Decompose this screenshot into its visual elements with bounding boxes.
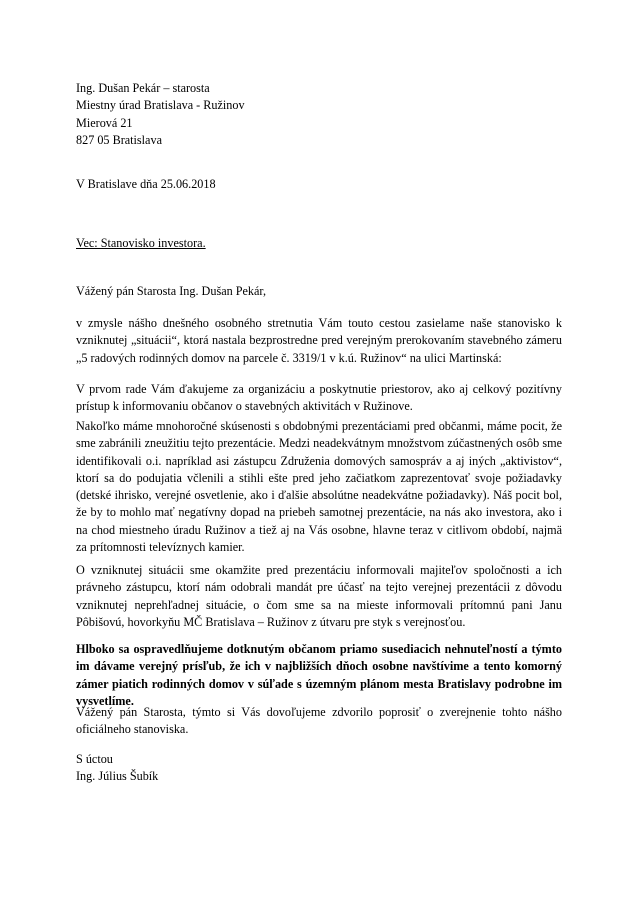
paragraph-6: Vážený pán Starosta, týmto si Vás dovoľujeme zdvorilo poprosiť o zverejnenie tohto nášho oficiálneho stanoviska. xyxy=(76,705,562,737)
paragraph-4: O vzniknutej situácii sme okamžite pred prezentáciu informovali majiteľov spoločnosti a ich právneho zástupcu, ktorí nám odobrali mandát pre účasť na tejto verejnej prezentácii z dôvodu vzniknutej neprehľadnej situácie, o čom sme sa na mieste informovali prítomnú pani Janu Pôbišovú, hovorkyňu MČ Bratislava – Ružinov z útvaru pre styk s verejnosťou. xyxy=(76,563,562,629)
paragraph-1: v zmysle nášho dnešného osobného stretnutia Vám touto cestou zasielame naše stanovisko k vzniknutej „situácii“, ktorá nastala bezprostredne pred verejným prerokovaním stavebného zámeru „5 radových rodinných domov na parcele č. 3319/1 v k.ú. Ružinov“ na ulici Martinská: xyxy=(76,316,562,365)
subject-text: Vec: Stanovisko investora. xyxy=(76,236,206,250)
address-line-name: Ing. Dušan Pekár – starosta xyxy=(76,81,210,95)
letter-date: V Bratislave dňa 25.06.2018 xyxy=(76,177,216,191)
paragraph-3: Nakoľko máme mnohoročné skúsenosti s obdobnými prezentáciami pred občanmi, máme pocit, že sme zabránili zneužitiu tejto prezentácie. Medzi neadekvátnym množstvom zúčastnených osôb sme identifikovali o.i. napríklad asi zástupcu Združenia domových samospráv a aj iných „aktivistov“, ktorí sa do podujatia včlenili a stihli ešte pred jeho začiatkom zaprezentovať svoje požiadavky (detské ihrisko, verejné osvetlenie, ako i ďalšie absolútne neadekvátne požiadavky). Náš pocit bol, že by to mohlo mať negatívny dopad na priebeh samotnej prezentácie, na nás ako investora, ako i na chod miestneho úradu Ružinov a tiež aj na Vás osobne, hlavne teraz v citlivom období, najmä za prítomnosti televíznych kamier. xyxy=(76,419,562,555)
address-line-office: Miestny úrad Bratislava - Ružinov xyxy=(76,98,245,113)
recipient-address xyxy=(76,80,562,149)
address-line-street: Mierová 21 xyxy=(76,115,133,130)
closing-greeting: S úctou xyxy=(76,752,113,766)
paragraph-2: V prvom rade Vám ďakujeme za organizáciu a poskytnutie priestorov, ako aj celkový pozitívny prístup k informovaniu občanov o stavebných aktivitách v Ružinove. xyxy=(76,382,562,414)
salutation: Vážený pán Starosta Ing. Dušan Pekár, xyxy=(76,284,267,298)
closing xyxy=(76,751,562,786)
paragraph-5-apology: Hlboko sa ospravedlňujeme dotknutým občanom priamo susediacich nehnuteľností a týmto im dávame verejný prísľub, že ich v najbližších dňoch osobne navštívime a tento komorný zámer piatich rodinných domov v súľade s územným plánom mesta Bratislavy podrobne im vysvetlíme. xyxy=(76,642,562,708)
signatory-name: Ing. Július Šubík xyxy=(76,769,159,784)
letter-subject xyxy=(76,235,562,252)
address-line-city: 827 05 Bratislava xyxy=(76,132,162,147)
